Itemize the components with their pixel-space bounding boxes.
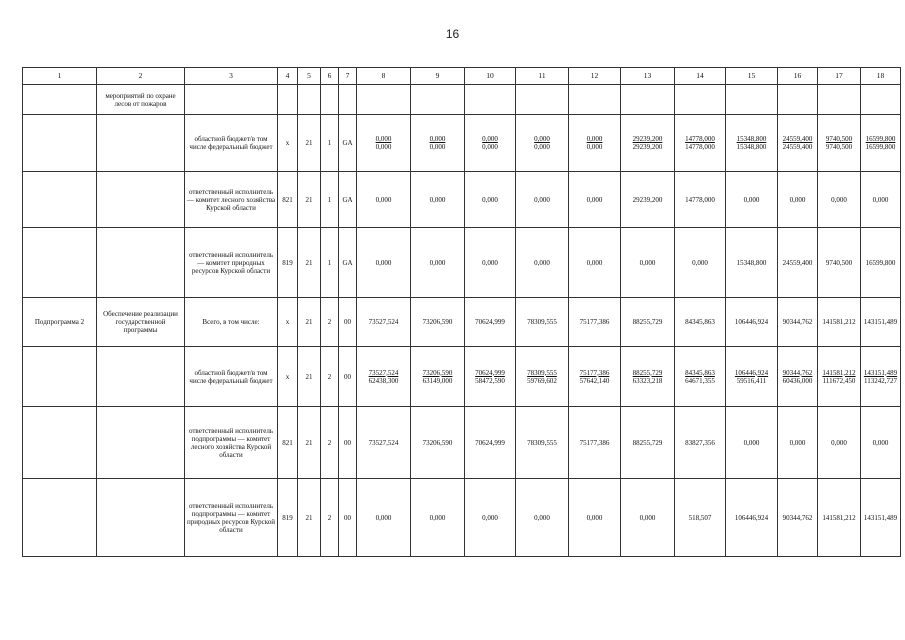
value-cell: [675, 347, 726, 407]
value-cell: [621, 85, 675, 115]
value-federal: 59516,411: [736, 376, 767, 385]
cell-c6: 1: [321, 115, 339, 172]
cell-c3: ответственный исполнитель подпрограммы — комитет лесного хозяйства Курской области: [185, 407, 278, 479]
header-row: [23, 68, 901, 85]
cell-c7: 00: [339, 347, 357, 407]
cell-c2: [97, 228, 185, 298]
value-total: 75177,386: [579, 368, 610, 377]
value-cell: [861, 479, 901, 557]
value-cell: [411, 298, 465, 347]
value-cell: [357, 298, 411, 347]
value-cell: [465, 479, 516, 557]
value-cell: [569, 115, 621, 172]
budget-table: [22, 67, 901, 557]
value: 141581,212: [822, 318, 856, 326]
value: 88255,729: [632, 318, 663, 326]
cell-c4: 819: [278, 228, 298, 298]
value-cell: [465, 298, 516, 347]
value-cell: [516, 172, 569, 228]
value-cell: [516, 228, 569, 298]
value-cell: [621, 172, 675, 228]
value-federal: 0,000: [534, 143, 550, 151]
value-cell: [516, 407, 569, 479]
value-cell: [726, 172, 778, 228]
cell-c6: 1: [321, 228, 339, 298]
value-federal: 0,000: [375, 143, 392, 151]
value-total: 88255,729: [632, 368, 663, 377]
value-cell: [726, 298, 778, 347]
cell-c2: [97, 172, 185, 228]
value-federal: 60436,000: [782, 376, 813, 385]
value: 0,000: [789, 438, 806, 447]
cell-c5: 21: [298, 115, 321, 172]
cell-c4: 821: [278, 407, 298, 479]
value-cell: [726, 228, 778, 298]
value-total: 15348,800: [736, 135, 767, 143]
cell-c5: 21: [298, 347, 321, 407]
table-row: [23, 228, 901, 298]
value-cell: [778, 115, 818, 172]
value-federal: 14778,000: [685, 143, 715, 151]
cell-c3: областной бюджет/в том числе федеральный бюджет: [185, 115, 278, 172]
value-cell: [357, 172, 411, 228]
cell-c1: [23, 407, 97, 479]
value: 73206,590: [422, 318, 453, 326]
table-row: [23, 298, 901, 347]
value-cell: [465, 115, 516, 172]
value-cell: [516, 115, 569, 172]
value-cell: [778, 298, 818, 347]
cell-c7: GA: [339, 115, 357, 172]
value-total: 0,000: [586, 135, 603, 143]
value-cell: [357, 85, 411, 115]
value: 90344,762: [782, 318, 813, 326]
value-cell: [778, 347, 818, 407]
column-header: 11: [516, 68, 569, 85]
value: 0,000: [586, 258, 603, 267]
value-cell: [778, 172, 818, 228]
value-cell: [726, 115, 778, 172]
value: 0,000: [692, 258, 708, 267]
value-cell: [411, 347, 465, 407]
value-federal: 111672,450: [822, 376, 856, 385]
value: 88255,729: [632, 438, 663, 447]
value-cell: [516, 479, 569, 557]
value: 78309,555: [527, 318, 557, 326]
value-total: 9740,500: [825, 135, 853, 143]
value-cell: [411, 407, 465, 479]
value-total: 70624,999: [475, 368, 505, 377]
value-cell: [818, 172, 861, 228]
value-cell: [818, 347, 861, 407]
value-federal: 29239,200: [632, 143, 663, 151]
value-total: 73206,590: [422, 368, 453, 377]
value-cell: [675, 479, 726, 557]
value-total: 106446,924: [734, 368, 769, 377]
value-cell: [357, 347, 411, 407]
value: 0,000: [586, 195, 603, 204]
value: 141581,212: [822, 513, 856, 522]
value: 0,000: [482, 258, 498, 267]
cell-c6: [321, 85, 339, 115]
value-cell: [357, 479, 411, 557]
cell-c1: [23, 85, 97, 115]
cell-c4: 819: [278, 479, 298, 557]
value: 0,000: [534, 258, 550, 267]
value-total: 73527,524: [368, 368, 399, 377]
cell-c7: GA: [339, 228, 357, 298]
value-cell: [411, 85, 465, 115]
value: 0,000: [831, 195, 847, 204]
value: 0,000: [375, 195, 392, 204]
value-total: 14778,000: [685, 135, 715, 143]
value-cell: [818, 115, 861, 172]
table-row: [23, 479, 901, 557]
value-federal: 59769,602: [527, 376, 557, 385]
cell-c7: [339, 85, 357, 115]
value: 9740,500: [825, 258, 853, 267]
value: 0,000: [375, 513, 392, 522]
value: 143151,489: [863, 318, 898, 326]
value: 90344,762: [782, 513, 813, 522]
value-cell: [675, 228, 726, 298]
value: 518,507: [688, 513, 712, 522]
column-header: 15: [726, 68, 778, 85]
value: 0,000: [482, 195, 498, 204]
column-header: 14: [675, 68, 726, 85]
value-federal: 9740,500: [825, 143, 853, 151]
value-cell: [818, 407, 861, 479]
cell-c7: 00: [339, 407, 357, 479]
value-cell: [569, 172, 621, 228]
value-federal: 15348,800: [736, 143, 767, 151]
cell-c2: [97, 407, 185, 479]
value-cell: [726, 85, 778, 115]
column-header: 9: [411, 68, 465, 85]
cell-c6: 2: [321, 298, 339, 347]
value-total: 84345,863: [685, 368, 715, 377]
cell-c4: [278, 85, 298, 115]
value: 73527,524: [368, 318, 399, 326]
cell-c5: 21: [298, 407, 321, 479]
value-cell: [411, 172, 465, 228]
cell-c6: 2: [321, 479, 339, 557]
value: 70624,999: [475, 438, 505, 447]
value-cell: [726, 347, 778, 407]
value-total: 143151,489: [863, 368, 898, 377]
value: 83827,356: [685, 438, 715, 447]
cell-c3: [185, 85, 278, 115]
cell-c5: 21: [298, 172, 321, 228]
value-cell: [621, 479, 675, 557]
value-federal: 16599,800: [865, 143, 896, 151]
value: 0,000: [639, 513, 656, 522]
value-cell: [569, 298, 621, 347]
column-header: 7: [339, 68, 357, 85]
value-cell: [516, 85, 569, 115]
value-cell: [569, 347, 621, 407]
value-cell: [778, 479, 818, 557]
column-header: 8: [357, 68, 411, 85]
value: 0,000: [789, 195, 806, 204]
value-cell: [675, 85, 726, 115]
value: 0,000: [872, 438, 889, 447]
value-cell: [569, 85, 621, 115]
column-header: 1: [23, 68, 97, 85]
value: 0,000: [534, 513, 550, 522]
cell-c5: 21: [298, 479, 321, 557]
value: 14778,000: [685, 195, 715, 204]
value-cell: [516, 347, 569, 407]
cell-c1: [23, 347, 97, 407]
table-row: [23, 85, 901, 115]
value: 73206,590: [422, 438, 453, 447]
value-cell: [569, 407, 621, 479]
value-cell: [411, 228, 465, 298]
value-cell: [861, 298, 901, 347]
value-federal: 0,000: [586, 143, 603, 151]
value-total: 24559,400: [782, 135, 813, 143]
value-cell: [861, 172, 901, 228]
value-federal: 57642,140: [579, 376, 610, 385]
value: 29239,200: [632, 195, 663, 204]
value-cell: [818, 85, 861, 115]
cell-c2: мероприятий по охране лесов от пожаров: [97, 85, 185, 115]
value-total: 0,000: [429, 135, 446, 143]
cell-c1: [23, 172, 97, 228]
column-header: 3: [185, 68, 278, 85]
value-cell: [675, 298, 726, 347]
value-cell: [621, 347, 675, 407]
value-cell: [357, 115, 411, 172]
value-total: 78309,555: [527, 368, 557, 377]
cell-c6: 2: [321, 347, 339, 407]
value-cell: [411, 479, 465, 557]
value: 0,000: [429, 513, 446, 522]
column-header: 4: [278, 68, 298, 85]
table-row: [23, 172, 901, 228]
value: 78309,555: [527, 438, 557, 447]
cell-c5: [298, 85, 321, 115]
column-header: 17: [818, 68, 861, 85]
value-total: 141581,212: [822, 368, 856, 377]
value-cell: [861, 347, 901, 407]
column-header: 2: [97, 68, 185, 85]
cell-c6: 1: [321, 172, 339, 228]
value-federal: 63149,000: [422, 376, 453, 385]
value-total: 0,000: [375, 135, 392, 143]
value: 73527,524: [368, 438, 399, 447]
value-cell: [778, 228, 818, 298]
value-federal: 64671,355: [685, 376, 715, 385]
value-federal: 24559,400: [782, 143, 813, 151]
value-cell: [778, 85, 818, 115]
value-cell: [861, 407, 901, 479]
column-header: 13: [621, 68, 675, 85]
column-header: 10: [465, 68, 516, 85]
cell-c7: 00: [339, 298, 357, 347]
value-cell: [465, 228, 516, 298]
value-cell: [818, 479, 861, 557]
value-cell: [465, 407, 516, 479]
value: 84345,863: [685, 318, 715, 326]
value: 0,000: [534, 195, 550, 204]
value-cell: [465, 347, 516, 407]
value-federal: 0,000: [429, 143, 446, 151]
value: 143151,489: [863, 513, 898, 522]
cell-c5: 21: [298, 228, 321, 298]
cell-c7: 00: [339, 479, 357, 557]
value: 16599,800: [865, 258, 896, 267]
value-total: 0,000: [482, 135, 498, 143]
column-header: 18: [861, 68, 901, 85]
cell-c5: 21: [298, 298, 321, 347]
value-federal: 113242,727: [864, 376, 897, 385]
value: 15348,800: [736, 258, 767, 267]
value: 0,000: [872, 195, 889, 204]
table-row: [23, 347, 901, 407]
column-header: 6: [321, 68, 339, 85]
value-cell: [861, 115, 901, 172]
cell-c4: 821: [278, 172, 298, 228]
column-header: 16: [778, 68, 818, 85]
cell-c3: ответственный исполнитель — комитет природных ресурсов Курской области: [185, 228, 278, 298]
value-cell: [861, 228, 901, 298]
value: 0,000: [639, 258, 656, 267]
cell-c3: Всего, в том числе:: [185, 298, 278, 347]
value-cell: [818, 228, 861, 298]
value: 0,000: [375, 258, 392, 267]
cell-c3: ответственный исполнитель — комитет лесного хозяйства Курской области: [185, 172, 278, 228]
cell-c7: GA: [339, 172, 357, 228]
value: 75177,386: [579, 438, 610, 447]
value: 106446,924: [734, 513, 769, 522]
cell-c4: x: [278, 298, 298, 347]
value-cell: [516, 298, 569, 347]
page-number: 16: [445, 27, 460, 41]
value: 106446,924: [734, 318, 769, 326]
value-cell: [569, 228, 621, 298]
value: 0,000: [743, 195, 760, 204]
cell-c2: Обеспечение реализации государственной программы: [97, 298, 185, 347]
column-header: 5: [298, 68, 321, 85]
value-total: 90344,762: [782, 368, 813, 377]
value-federal: 58472,590: [475, 376, 505, 385]
value-total: 16599,800: [865, 135, 896, 143]
value-cell: [861, 85, 901, 115]
value: 0,000: [586, 513, 603, 522]
value-cell: [411, 115, 465, 172]
value-cell: [357, 228, 411, 298]
cell-c4: x: [278, 115, 298, 172]
column-header: 12: [569, 68, 621, 85]
value-cell: [726, 479, 778, 557]
cell-c4: x: [278, 347, 298, 407]
value-federal: 62438,300: [368, 376, 399, 385]
value-federal: 0,000: [482, 143, 498, 151]
value: 0,000: [429, 195, 446, 204]
value-cell: [778, 407, 818, 479]
value-cell: [621, 407, 675, 479]
value: 24559,400: [782, 258, 813, 267]
table-row: [23, 115, 901, 172]
value: 75177,386: [579, 318, 610, 326]
cell-c6: 2: [321, 407, 339, 479]
value-cell: [569, 479, 621, 557]
value: 0,000: [482, 513, 498, 522]
value: 70624,999: [475, 318, 505, 326]
cell-c1: [23, 228, 97, 298]
cell-c3: ответственный исполнитель подпрограммы — комитет природных ресурсов Курской области: [185, 479, 278, 557]
value-cell: [621, 115, 675, 172]
cell-c2: [97, 479, 185, 557]
value: 0,000: [429, 258, 446, 267]
value-federal: 63323,218: [632, 376, 663, 385]
value-cell: [621, 298, 675, 347]
value-cell: [818, 298, 861, 347]
cell-c1: [23, 115, 97, 172]
value: 0,000: [743, 438, 760, 447]
value-cell: [675, 115, 726, 172]
cell-c3: областной бюджет/в том числе федеральный бюджет: [185, 347, 278, 407]
cell-c2: [97, 115, 185, 172]
value-total: 29239,200: [632, 135, 663, 143]
cell-c1: [23, 479, 97, 557]
cell-c1: Подпрограмма 2: [23, 298, 97, 347]
value-cell: [675, 407, 726, 479]
value-cell: [675, 172, 726, 228]
cell-c2: [97, 347, 185, 407]
value-cell: [465, 85, 516, 115]
value-cell: [357, 407, 411, 479]
value: 0,000: [831, 438, 847, 447]
value-cell: [465, 172, 516, 228]
value-cell: [621, 228, 675, 298]
value-total: 0,000: [534, 135, 550, 143]
table-row: [23, 407, 901, 479]
value-cell: [726, 407, 778, 479]
